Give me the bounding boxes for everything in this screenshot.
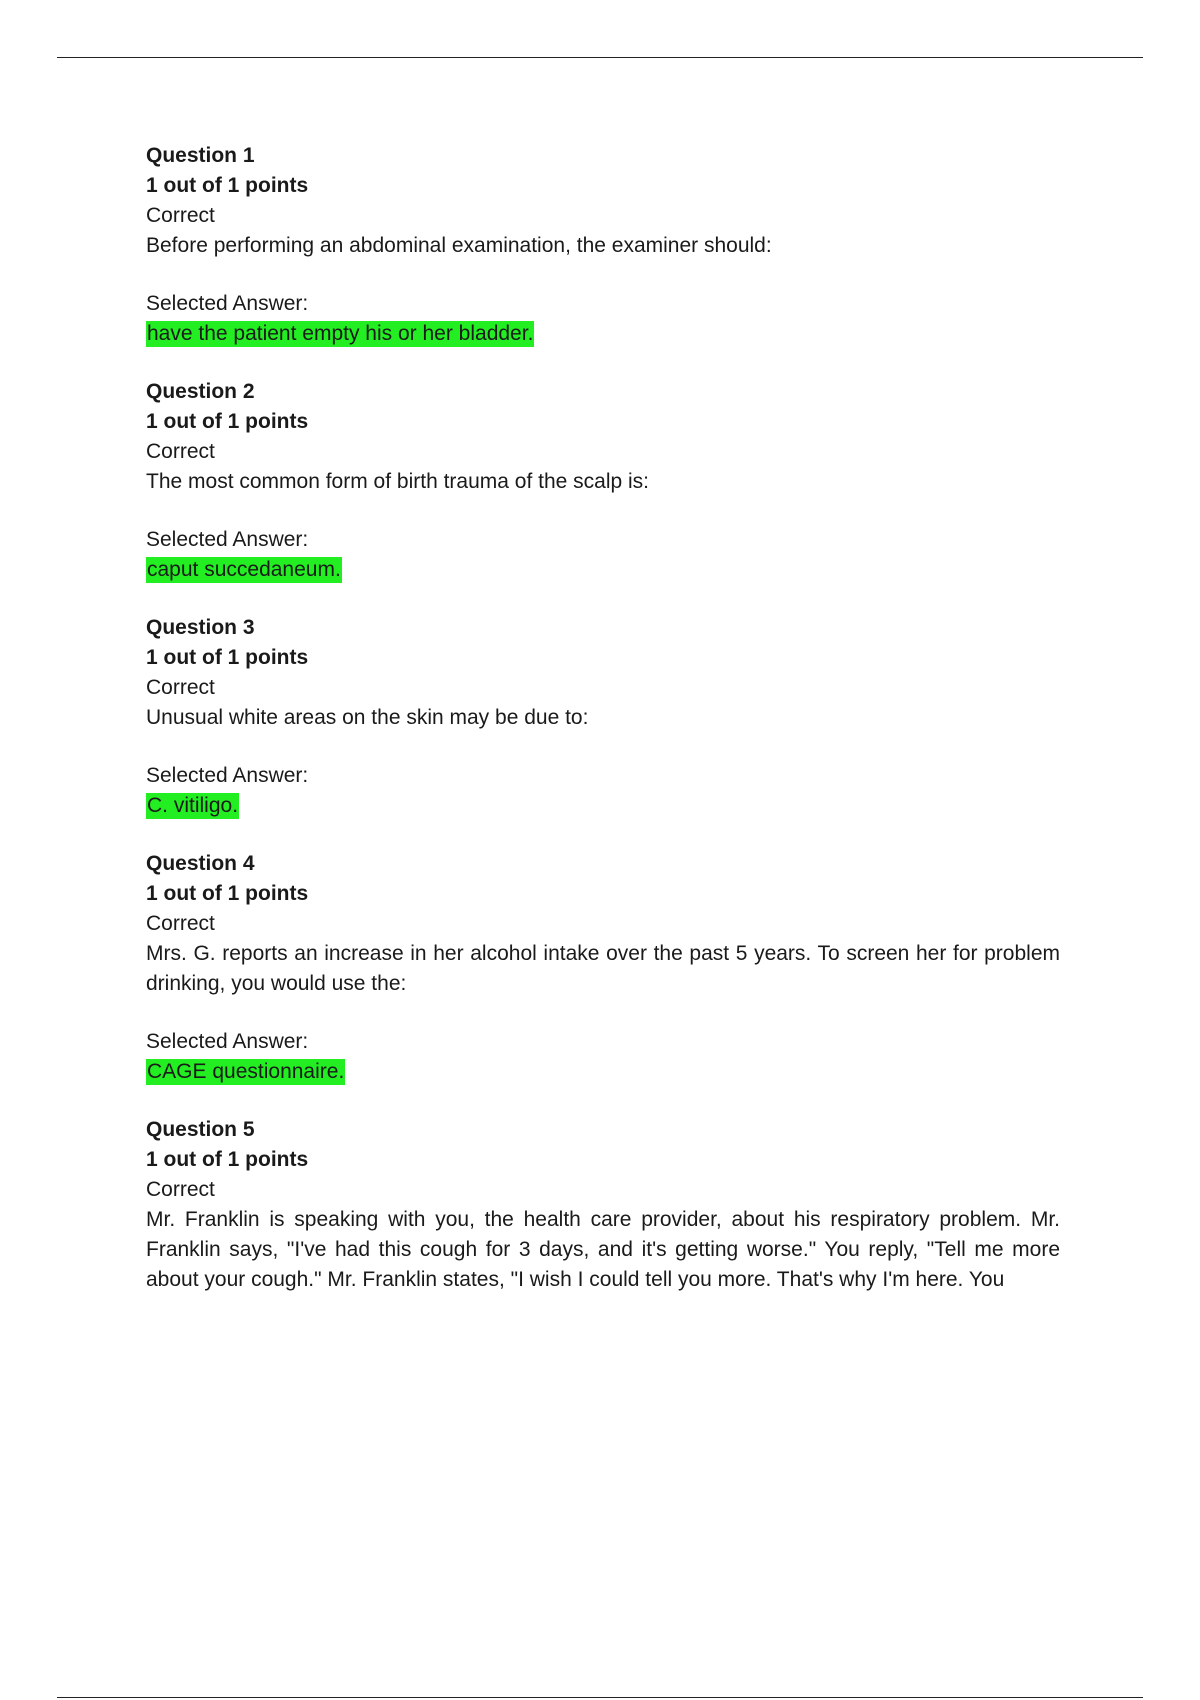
question-text: Unusual white areas on the skin may be due to: xyxy=(146,706,589,729)
selected-answer-label: Selected Answer: xyxy=(146,292,309,315)
question-2 xyxy=(146,377,1060,585)
question-points: 1 out of 1 points xyxy=(146,410,309,433)
question-title: Question 3 xyxy=(146,616,255,639)
bottom-rule xyxy=(57,1697,1143,1698)
question-text: Before performing an abdominal examination, the examiner should: xyxy=(146,234,772,257)
question-points: 1 out of 1 points xyxy=(146,882,309,905)
question-status: Correct xyxy=(146,440,215,463)
question-status: Correct xyxy=(146,676,215,699)
question-status: Correct xyxy=(146,1178,215,1201)
question-1 xyxy=(146,141,1060,349)
selected-answer: C. vitiligo. xyxy=(147,794,239,817)
selected-answer: have the patient empty his or her bladder. xyxy=(147,322,534,345)
selected-answer-label: Selected Answer: xyxy=(146,764,309,787)
question-3 xyxy=(146,613,1060,821)
question-5 xyxy=(146,1115,1060,1295)
selected-answer-label: Selected Answer: xyxy=(146,1030,309,1053)
selected-answer-label: Selected Answer: xyxy=(146,528,309,551)
question-title: Question 5 xyxy=(146,1118,255,1141)
question-points: 1 out of 1 points xyxy=(146,174,309,197)
question-4 xyxy=(146,849,1060,1087)
question-text: Mr. Franklin is speaking with you, the health care provider, about his respiratory problem. Mr. Franklin says, "I've had this cough for 3 days, and it's getting worse." You reply, "Tell me more about your cough." Mr. Franklin states, "I wish I could tell you more. That's why I'm here. You xyxy=(146,1208,1060,1291)
question-points: 1 out of 1 points xyxy=(146,646,309,669)
question-text: Mrs. G. reports an increase in her alcohol intake over the past 5 years. To screen her for problem drinking, you would use the: xyxy=(146,942,1060,995)
top-rule xyxy=(57,57,1143,58)
question-text: The most common form of birth trauma of the scalp is: xyxy=(146,470,650,493)
selected-answer: caput succedaneum. xyxy=(147,558,341,581)
question-status: Correct xyxy=(146,912,215,935)
question-title: Question 1 xyxy=(146,144,255,167)
question-points: 1 out of 1 points xyxy=(146,1148,309,1171)
selected-answer: CAGE questionnaire. xyxy=(147,1060,345,1083)
question-title: Question 2 xyxy=(146,380,255,403)
quiz-results xyxy=(146,141,1060,1323)
question-title: Question 4 xyxy=(146,852,255,875)
question-status: Correct xyxy=(146,204,215,227)
